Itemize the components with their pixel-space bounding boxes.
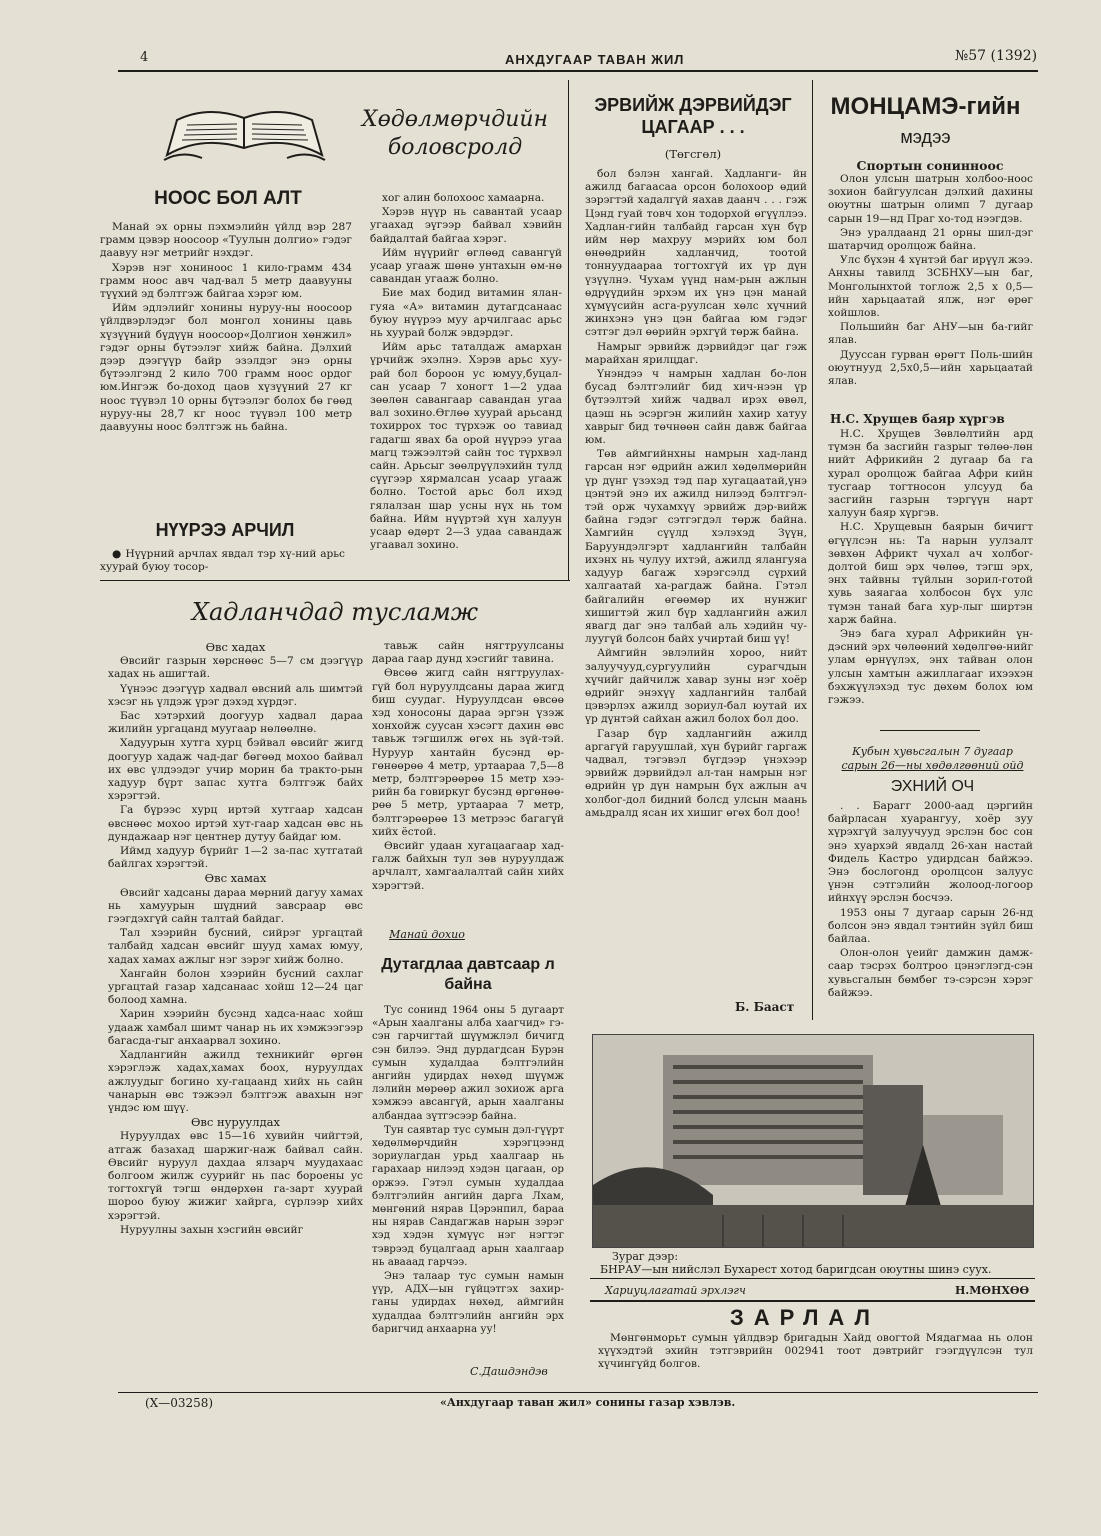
paragraph: тавьж сайн нягтруулсаны дараа гаар дунд хэсгийг тавина. (372, 640, 564, 666)
title-line1: ЭРВИЙЖ ДЭРВИЙДЭГ (594, 95, 792, 115)
paragraph: Олон-олон үеийг дамжин дамж-саар тэсрэх болтроо цэнэглэгд-сэн хувьсгалын бөмбөг тэ-сэрсэн хэрэг байжээ. (828, 947, 1033, 999)
paragraph: Ийм нүүрийг өглөөд савангүй усаар угааж шөнө унтахын өм-нө савандан угааж болно. (370, 246, 562, 286)
paragraph: Ийм арьс таталдаж амархан үрчийж эхэлнэ. Хэрэв арьс хуу-рай бол бороон ус юмуу,буцал-сан усаар 7 хоногт 1—2 удаа зөөлөн савангаар савандан угаа вал зохино.Өглөө хуурай арьсанд тохиррох тос түрхэж оо тавиад гадагш явах ба орой нүүрээ угаа магц тэжээлтэй сайн тос түрхвэл сайн. Арьсыг зөөлрүүлэхийн тулд сүүгээр хярмалсан усаар угааж болно. Тостой арьс бол ихэд гялалзан шар усны нүх нь том байна. Ийм нүүртэй хүн халуун усаар өдөрт 2—3 удаа савандаж угаавал зохино. (370, 341, 562, 552)
paragraph: Өвсийг удаан хугацаагаар хад-галж байхын тул зөв нуруулдаж арчлалт, хамгаалалтай сайн хийх хэрэгтэй. (372, 840, 564, 892)
paragraph: Иймд хадуур бүрийг 1—2 за-пас хутгатай байлгах хэрэгтэй. (108, 845, 363, 871)
cuba-title: ЭХНИЙ ОЧ (890, 778, 975, 795)
paragraph: Харин хээрийн бусэнд хадса-наас хойш удааж хамбал шимт чанар нь их хэмжээгээр багасда-гыг анхаарвал зохино. (108, 1008, 363, 1047)
complaint-title (372, 955, 564, 995)
paragraph: Намрыг эрвийж дэрвийдэг цаг гэж марайхан ярилцдаг. (585, 340, 807, 366)
paragraph: Өвсөө жигд сайн нягтруулах-гүй бол нуруулдсаны дараа жигд биш суудаг. Нуруулдсан өвсөө хэд хоносоны дараа эргэн үзэж хонхойж суусан хэсэгт дахин өвс тавьж тэгшилж өгөх нь зүй-тэй. Нуруур хантайн бусэнд өр-гөнөөрөө 4 метр, уртаараа 7,5—8 метр, бэлтгэрөөрөө 15 метр хээ-рийн ба говиркуг бусэнд өргөнөө-рөө 5 метр, уртаараа 7 метр, бэлтгэрөөрөө 13 метрээс багагүй хийх ёстой. (372, 667, 564, 838)
title-line2: ЦАГААР . . . (641, 117, 745, 137)
article-face-intro (100, 548, 345, 575)
column-divider (568, 80, 569, 580)
footer-press: «Анхдугаар таван жил» сонины газар хэвлэв. (440, 1396, 736, 1409)
article-wool-title: НООС БОЛ АЛТ (154, 188, 302, 209)
article-face-title: НҮҮРЭЭ АРЧИЛ (155, 520, 295, 540)
education-rubric-line2: боловсролд (387, 135, 523, 160)
editor-rule-bottom (590, 1300, 1035, 1302)
hay-col2 (372, 640, 564, 894)
paragraph: Нуруулдах өвс 15—16 хувийн чийгтэй, атгаж базахад шаржиг-наж байвал сайн. Өвсийг нуруул дахдаа ялзарч муудахаас болгоом жилж суурийг нь пас бороены ус тогтохгүй тэгш өндөрхөн га-зарт хуурай шороо буюу жижиг хайрга, сүрлээр хийх хэрэгтэй. (108, 1130, 363, 1222)
cuba-rubric (830, 745, 1035, 773)
paragraph: Энэ талаар тус сумын намын үүр, АДХ—ын гүйцэтгэх захир-ганы удирдах нөхөд, аймгийн худалдаа бэлтгэлийн ангийн эрх баригчид анхаарна уу! (372, 1270, 564, 1335)
paragraph: Хэрэв нүүр нь савантай усаар угаахад эүгээр байвал хэвийн байдалтай байгаа хэрэг. (370, 206, 562, 245)
paragraph: Тус сонинд 1964 оны 5 дугаарт «Арын хаалганы алба хаагчид» гэ-сэн гарчигтай шүүмжлэл бичигд сэн билээ. Энд дурдагдсан Бурэн сумын худалдаа бэлтгэлийн ангийн удирдах нөхөд шүүмж лэлийн мөрөөр ажил зохиож арга хэмжээ авсангүй, арын хаалганы албандаа зүтгэсээр байна. (372, 1004, 564, 1122)
paragraph: Улс бүхэн 4 хүнтэй баг ирүүл жээ. Анхны тавилд ЗСБНХУ—ын баг, Монголынхтой тоглож 2,5 х 0,5—ийн харьцаатай ялж, нэг өрөг хойшлов. (828, 254, 1033, 320)
complaint-rubric: Манай дохио (389, 928, 465, 941)
sport-head: Спортын сонинноос (856, 158, 1004, 173)
page-number: 4 (140, 50, 149, 65)
footer-rule (118, 1392, 1038, 1393)
footer-code: (Х—03258) (145, 1396, 214, 1410)
open-book-icon (162, 100, 327, 165)
paragraph: Ийм эдлэлийг хонины нуруу-ны ноосоор үйлдвэрлэдэг бол монгол хонины цавь хүзүүний бүдүүн ноосоор«Долгион хөнжил» гэдэг орны бүтээлэг хийж байна. Дэлхий дээр дээгүүр байр эзэлдэг энэ орны бүтээлгэнд 2 кило 700 грамм ноос ордог юм.Ингэж бо-доход цаов хүзүүний 27 кг ноос түүвэл 10 орны бүтээлэг болох бө гөөд нуруу-ны 28,7 кг ноос түүвэл 100 метр даавууны ноос бэлтгэж нь байна. (100, 302, 352, 434)
cuba-body (828, 800, 1033, 1001)
paragraph: Польшийн баг АНУ—ын ба-гийг ялав. (828, 321, 1033, 347)
article-face-body (370, 192, 562, 553)
editor-name: Н.МӨНХӨӨ (955, 1284, 1030, 1297)
paragraph: Энэ бага хурал Африкийн үн-дэсний эрх чөлөөний хөдөлгөө-нийг улам өрнүүлэх, энх тайван олон улсын хамтын ажиллагааг ихээхэн бэхжүүлэхэд тус дөхөм болох юм гэжээ. (828, 628, 1033, 707)
paragraph: Хангайн болон хээрийн бусний сахлаг ургацтай газар хадсанаас хойш 12—24 цаг болоод хамна. (108, 967, 363, 1007)
photo-building (592, 1034, 1034, 1248)
khrushchev-body (828, 428, 1033, 708)
paragraph: Олон улсын шатрын холбоо-ноос зохион байгуулсан дэлхий дахины оюутны шатрын олимп 7 дугаар сарын 19—нд Праг хо-тод нээгдэв. (828, 173, 1033, 225)
paragraph: . . Барагг 2000-аад цэргийн байрласан хуарангуу, хоёр зуу хүрэхгүй залуучууд эрслэн бос сон энэ хуархэй явдалд 26-хан настай Фидель Кастро удирдсан байжээ. Энэ бослогонд оролцсон залуус үнэн сэтгэлийн жолоод-логоор ийнхүү эрслэн босчээ. (828, 800, 1033, 905)
photo-caption (600, 1250, 1040, 1276)
rubric-line1: Кубын хувьсгалын 7 дугаар (852, 745, 1013, 758)
announcement-body (598, 1332, 1033, 1373)
paragraph: Н.С. Хрущевын баярын бичигт өгүүлсэн нь: Та нарын уулзалт зөвхөн Африкт чухал ач холбог-долтой биш эрх чөлөө, тэгш эрх, энх тайвны түйлын зорил-готой хувь заяагаа холбосон бүх улс түмэн танай бага хур-лыг ширтэн харж байна. (828, 521, 1033, 626)
paragraph: Үнэндээ ч намрын хадлан бо-лон бусад бэлтгэлийг бид хич-нээн үр бүтээлтэй хийж чадвал ирэх өвөл, цаэш нь эсэргэн жилийн хахир хатуу хаврыг бид төчнөөн сайн давж байгаа юм. (585, 368, 807, 447)
article-weather-author: Б. Бааст (735, 1000, 795, 1014)
title-line1: МОНЦАМЭ-гийн (830, 93, 1021, 120)
section-rule (100, 580, 570, 581)
article-weather-title (578, 94, 808, 138)
subhead: Өвс нуруулдах (190, 1115, 281, 1130)
title-line1: Дутагдлаа давтсаар л (381, 956, 555, 973)
subhead: Өвс хамах (204, 871, 267, 886)
announcement-title: ЗАРЛАЛ (730, 1305, 880, 1330)
issue-number: №57 (1392) (955, 48, 1038, 64)
education-rubric (335, 106, 575, 162)
paragraph: Тал хээрийн бусний, сийрэг ургацтай талбайд хадсан өвсийг шууд хамах юмуу, хадах хамах ажлыг нэг зэрэг хийж болно. (108, 927, 363, 966)
divider-ornament (880, 730, 980, 731)
paragraph: Энэ уралдаанд 21 орны шил-дэг шатарчид оролцож байна. (828, 226, 1033, 253)
title-line2: байна (444, 976, 492, 993)
paragraph: 1953 оны 7 дугаар сарын 26-нд болсон энэ явдал тэнтийн зүйл биш байлаа. (828, 906, 1033, 946)
paragraph: хог алин болохоос хамаарна. (382, 192, 545, 204)
editor-label: Хариуцлагатай эрхлэгч (605, 1284, 746, 1297)
sport-body (828, 173, 1033, 389)
article-weather-body (585, 168, 807, 821)
rubric-line2: сарын 26—ны хөдөлгөөний ойд (841, 759, 1024, 772)
paragraph: Аймгийн эвлэлийн хороо, нийт залуучууд,сургуулийн сурагчдын хүчийг дайчилж хавар зуны нэг хоёр өдрийг энэхүү хадлангийн талбай цэвэрлэх ажилд зориул-бал юутай их үр дүнтэй сайхан ажил болох бол доо. (585, 647, 807, 726)
paragraph: Мөнгөнморьт сумын үйлдвэр бригадын Хайд овогтой Мядагмаа нь олон хүүхэдтэй эхийн тэтгэврийн 002941 тоот дэвтрийг гээгдүүлсэн тул хүчингүйд болгов. (598, 1332, 1033, 1371)
paragraph: Бие мах бодид витамин ялан-гуяа «А» витамин дутагдсанаас буюу нүүрээ муу арчилгаас арьс нь хуурай болж эвдэрдэг. (370, 287, 562, 340)
paragraph: Үүнээс дээгүүр хадвал өвсний аль шимтэй хэсэг нь үлдэж үрэг дэхэд хүрдэг. (108, 682, 363, 708)
paper-name: АНХДУГААР ТАВАН ЖИЛ (505, 52, 685, 67)
paragraph: Га бүрээс хурц иртэй хутгаар хадсан өвснөөс мохоо иртэй хут-гаар хадсан өвс нь дундажаар нэг центнер дутуу байдаг юм. (108, 804, 363, 843)
paragraph: Хадлангийн ажилд техникийг өргөн хэрэглэж хадах,хамах боох, нуруулдах ажлуудыг богино ху-гацаанд хийх нь сайн чанарын өвс тэжээл бэлтгэж авахын нэг үндэс юм шүү. (108, 1049, 363, 1114)
paragraph: Нуруулны захын хэсгийн өвсийг (120, 1223, 304, 1236)
paragraph: Тун саявтар тус сумын дэл-гүүрт хөдөлмөрчдийн хэрэгцээнд зориулагдан урьд хаалгаар нь гарахаар нилээд хэдэн цагаан, ор оржээ. Гэтэл сумын худалдаа бэлтгэлийн ангийн дарга Лхам, мөнгөний нярав Цэрэнпил, бараа ны нярав Сандагжав нарын зэрэг хэд хэдэн хүмүүс нэг нэгтэг тэврээд буцалгаад арын хаалгаар нь авааад гарчээ. (372, 1123, 564, 1268)
caption-line1: Зураг дээр: (612, 1250, 679, 1263)
complaint-body (372, 1004, 564, 1337)
paragraph: Төв аймгийнхны намрын хад-ланд гарсан нэг өдрийн ажил хөдөлмөрийн үр дүнг үзэхэд тэд пар хугацаатай,үнэ цэнтэй энэ их ажилд нилээд бэлтгэл-тэй орж чухамхүү эрвийж дэр-вийж байна гэдэг сэтгэгдэл төрж байна. Хамгийн сүүлд хэлэхэд Зүүн, Баруундэлгэрт хадлангийн талбайн ихэнх нь чулуу ихтэй, ажилд ялангуяа хадуур багаж хэрэгсэлд сүрхий халгаатай ха-рагдаж байна. Гэтэл байгалийн өгөөмөр их нунжиг хишигтэй жил бүр хадлангийн ажил явагд даг энэ талбай аль хэдийн чу-луугүй болсон байх учиртай биш үү! (585, 448, 807, 646)
paragraph: Н.С. Хрущев Зөвлөлтийн ард түмэн ба засгийн газрыг төлөө-лөн нийт Африкийн 2 дугаар ба га хурал оролцож байгаа Афри кийн тусгаар тогтносон улсууд ба засгийн газрын тэргүүн нарт халуун баяр хүргэв. (828, 428, 1033, 520)
paragraph: Хадуурын хутга хурц бэйвал өвсийг жигд доогуур хадаж чад-даг бөгөөд мохоо байвал их өвс үлдээдэг учир морин ба тракто-рын хадуур бүрт запас хутга бэлтгэж байх хэрэгтэй. (108, 737, 363, 803)
paragraph: ● Нүүрний арчлах явдал тэр хү-ний арьс хуурай буюу тосор- (100, 548, 345, 574)
paragraph: Хэрэв нэг хониноос 1 кило-грамм 434 грамм ноос авч чад-вал 5 метр даавууны түүхий эд бэлтгэж байгаа хэрэг юм. (100, 261, 352, 301)
paragraph: Манай эх орны пэхмэлийн үйлд вэр 287 грамм цэвэр ноосоор «Туулын долгио» гэдэг даавуу нэг метрийг нэхдэг. (100, 221, 352, 260)
education-rubric-line1: Хөдөлмөрчдийн (361, 107, 549, 132)
editor-rule (590, 1278, 1035, 1279)
montsame-title (818, 92, 1033, 152)
subhead: Өвс хадах (205, 640, 266, 654)
column-divider (812, 80, 813, 1020)
hay-rubric: Хадланчдад тусламж (191, 598, 479, 626)
hay-col1 (108, 640, 363, 1238)
article-weather-subtitle: (Төгсгөл) (664, 147, 722, 161)
paragraph: Өвсийг хадсаны дараа мөрний дагуу хамах нь хамуурын шүдний завсраар өвс гээгдэхгүй сайн талтай байдаг. (108, 886, 363, 926)
masthead-rule (118, 70, 1038, 72)
article-wool-body (100, 221, 352, 435)
caption-line2: БНРАУ—ын нийслэл Бухарест хотод баригдсан оюутны шинэ суух. (600, 1263, 992, 1276)
title-line2: мэдээ (900, 127, 951, 147)
paragraph: Газар бүр хадлангийн ажилд аргагүй гаруушлай, хүн бүрийг гаргаж чадвал, тэгэвэл бүгдээр үнэхээр эрвийж дэрвийдэл ал-тан намрын нэг өдрийн үр дүн намрын бүх ажлын ач холбог-дол бидний болсд улсын маань амьдралд ясан их хишиг өгөх бол доо! (585, 727, 807, 819)
complaint-author: С.Дашдэндэв (470, 1365, 548, 1378)
paragraph: бол бэлэн хангай. Хадланги- йн ажилд багаасаа орсон болохоор өдий зэрэгтэй хадалгүй яахав даанч . . . гэж Цэнд гуай товч хон тодорхой өгүүллээ. Хадлан-гийн талбайд гарсан хүн бүр ийм нөр махруу мэрийх юм бол өнөөдрийн хадланчид, тоотой тоннуудаараа тогтохгүй их үр дүн үзүүлнэ. Чухам үүнд нам-рын ажлын өдрүүдийн эрхэм их үнэ цэн манай хүмүүсийн асга-руулсан хөлс хүчний жинхэнэ үнэ цэн байгаа юм гэдэг сэтгэг дэл өөрийн эрхгүй төрж байна. (585, 168, 807, 339)
paragraph: Дууссан гурван өрөгт Поль-шийн оюутнууд 2,5х0,5—ийн харьцаатай ялав. (828, 348, 1033, 388)
paragraph: Өвсийг газрын хөрснөөс 5—7 см дээгүүр хадах нь ашигтай. (108, 655, 363, 681)
paragraph: Бас хэтэрхий доогуур хадвал дараа жилийн ургацанд муугаар нөлөөлнө. (108, 710, 363, 736)
khrushchev-head: Н.С. Хрущев баяр хүргэв (830, 412, 1005, 426)
